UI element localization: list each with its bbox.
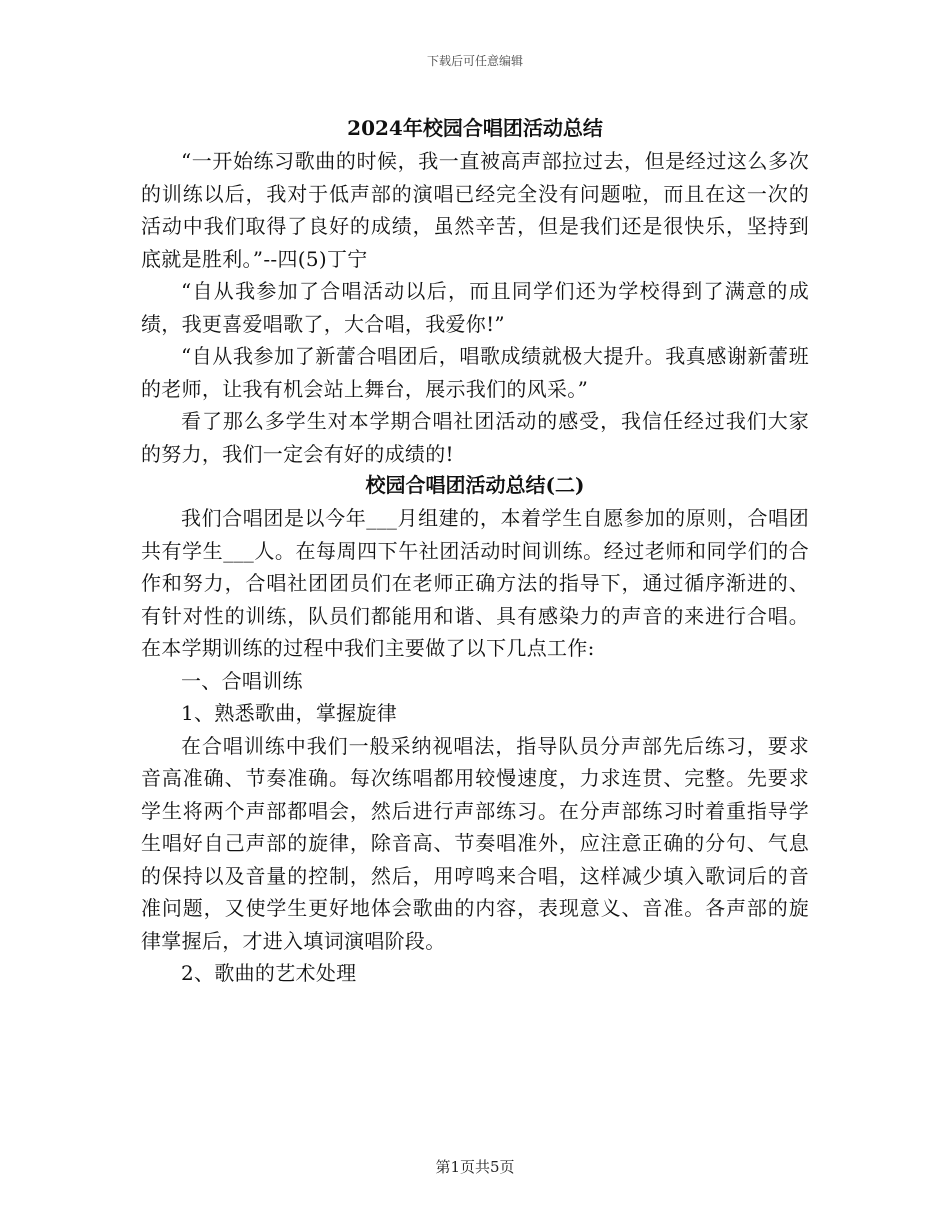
paragraph-quote-1: “一开始练习歌曲的时候，我一直被高声部拉过去，但是经过这么多次的训练以后，我对于低声部的演唱已经完全没有问题啦，而且在这一次的活动中我们取得了良好的成绩，虽然辛苦，但是我们还是很快乐，坚持到底就是胜利。”--四(5)丁宁 xyxy=(141,149,809,271)
page-footer-number: 第1页共5页 xyxy=(435,1158,515,1176)
document-body xyxy=(141,115,809,990)
section-heading-training: 一、合唱训练 xyxy=(181,668,303,693)
paragraph-conclusion: 看了那么多学生对本学期合唱社团活动的感受，我信任经过我们大家的努力，我们一定会有好的成绩的! xyxy=(141,409,809,466)
paragraph-quote-3: “自从我参加了新蕾合唱团后，唱歌成绩就极大提升。我真感谢新蕾班的老师，让我有机会站上舞台，展示我们的风采。” xyxy=(141,344,809,401)
page-header-note: 下载后可任意编辑 xyxy=(426,54,523,68)
document-title-1: 2024年校园合唱团活动总结 xyxy=(347,116,603,140)
subsection-heading-melody: 1、熟悉歌曲，掌握旋律 xyxy=(181,701,398,725)
subsection-heading-art: 2、歌曲的艺术处理 xyxy=(181,961,357,985)
paragraph-quote-2: “自从我参加了合唱活动以后，而且同学们还为学校得到了满意的成绩，我更喜爱唱歌了，大合唱，我爱你!” xyxy=(141,279,809,336)
document-title-2: 校园合唱团活动总结(二) xyxy=(365,473,585,497)
paragraph-intro: 我们合唱团是以今年___月组建的，本着学生自愿参加的原则，合唱团共有学生___人。在每周四下午社团活动时间训练。经过老师和同学们的合作和努力，合唱社团团员们在老师正确方法的指导下，通过循序渐进的、有针对性的训练，队员们都能用和谐、具有感染力的声音的来进行合唱。在本学期训练的过程中我们主要做了以下几点工作: xyxy=(141,506,809,660)
paragraph-training-method: 在合唱训练中我们一般采纳视唱法，指导队员分声部先后练习，要求音高准确、节奏准确。每次练唱都用较慢速度，力求连贯、完整。先要求学生将两个声部都唱会，然后进行声部练习。在分声部练习时着重指导学生唱好自己声部的旋律，除音高、节奏唱准外，应注意正确的分句、气息的保持以及音量的控制，然后，用哼鸣来合唱，这样减少填入歌词后的音准问题，又使学生更好地体会歌曲的内容，表现意义、音准。各声部的旋律掌握后，才进入填词演唱阶段。 xyxy=(141,733,809,953)
